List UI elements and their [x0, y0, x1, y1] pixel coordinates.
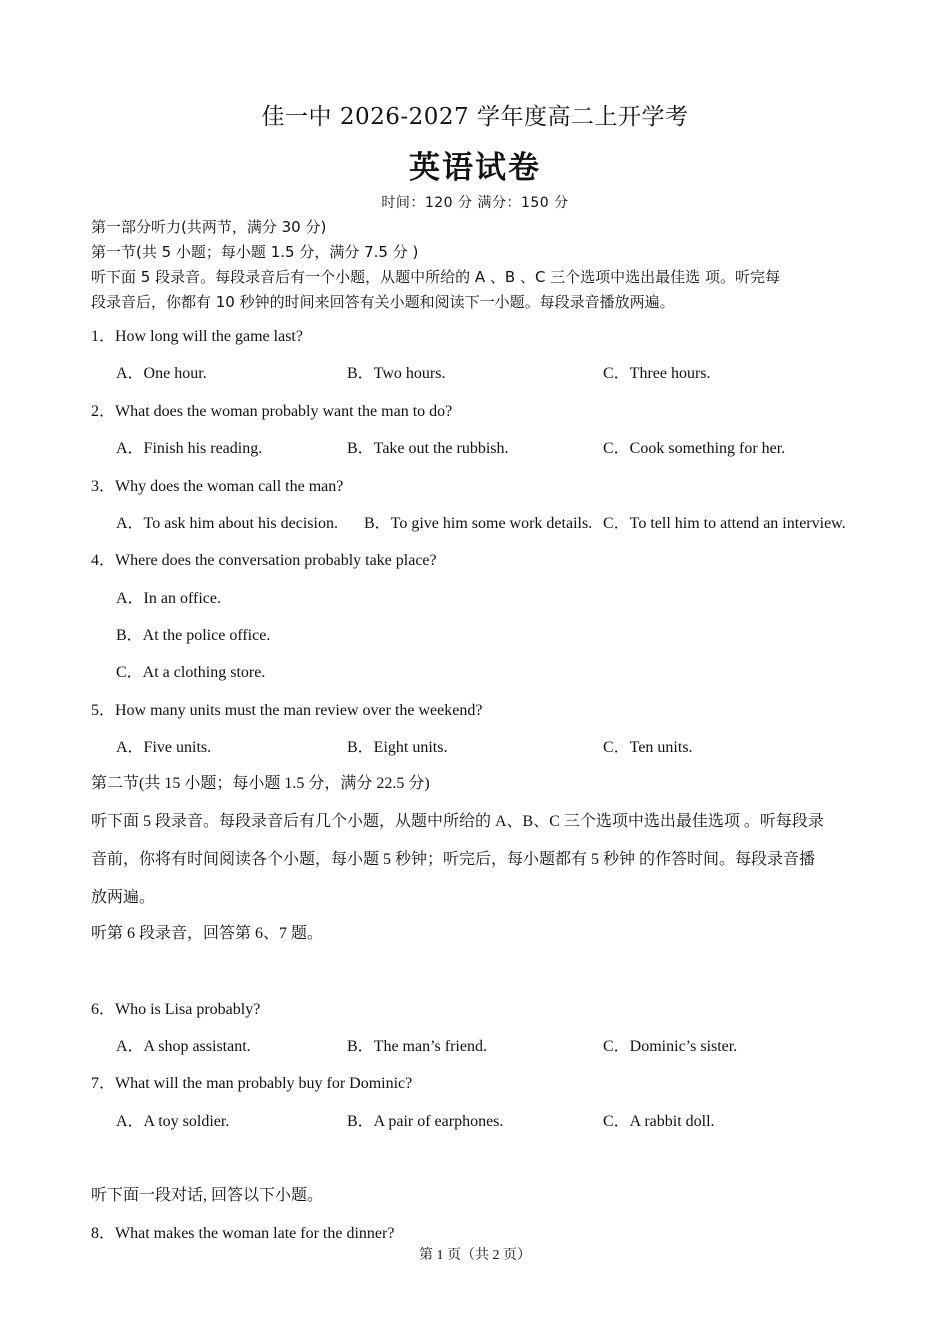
section2-instructions-line3: 放两遍。 [91, 889, 156, 906]
question-1-stem: 1．How long will the game last? [91, 328, 303, 345]
question-5-option-a: A．Five units. [116, 739, 212, 756]
question-6-option-b: B．The man’s friend. [347, 1038, 487, 1055]
question-3-stem: 3．Why does the woman call the man? [91, 478, 344, 495]
question-7-option-b: B．A pair of earphones. [347, 1113, 504, 1130]
question-3-option-b: B．To give him some work details. [364, 515, 593, 532]
question-7-stem: 7．What will the man probably buy for Dominic? [91, 1075, 413, 1092]
part1-heading: 第一部分听力(共两节，满分 30 分) [91, 218, 327, 236]
question-2-option-c: C．Cook something for her. [603, 440, 786, 457]
section1-instructions-line1: 听下面 5 段录音。每段录音后有一个小题，从题中所给的 A 、B 、C 三个选项中选出最佳选 项。听完每 [91, 268, 780, 286]
page-footer: 第 1 页（共 2 页） [419, 1248, 531, 1263]
question-4-option-b: B．At the police office. [116, 627, 271, 644]
question-6-stem: 6．Who is Lisa probably? [91, 1001, 261, 1018]
question-6-option-a: A．A shop assistant. [116, 1038, 251, 1055]
question-1-option-c: C．Three hours. [603, 365, 711, 382]
question-8-stem: 8．What makes the woman late for the dinner? [91, 1225, 395, 1242]
exam-time-info: 时间：120 分 满分：150 分 [381, 195, 569, 211]
section2-instructions-line2: 音前，你将有时间阅读各个小题，每小题 5 秒钟；听完后，每小题都有 5 秒钟 的作答时间。每段录音播 [91, 851, 816, 868]
question-2-option-b: B．Take out the rubbish. [347, 440, 509, 457]
section1-instructions-line2: 段录音后，你都有 10 秒钟的时间来回答有关小题和阅读下一小题。每段录音播放两遍。 [91, 293, 675, 311]
section1-heading: 第一节(共 5 小题；每小题 1.5 分，满分 7.5 分 ) [91, 243, 419, 261]
question-1-option-a: A．One hour. [116, 365, 207, 382]
exam-title: 佳一中 2026-2027 学年度高二上开学考 [261, 104, 689, 130]
question-1-option-b: B．Two hours. [347, 365, 446, 382]
question-2-stem: 2．What does the woman probably want the man to do? [91, 403, 453, 420]
audio-6-intro: 听第 6 段录音，回答第 6、7 题。 [91, 925, 324, 942]
exam-subject: 英语试卷 [409, 150, 541, 186]
question-4-option-a: A．In an office. [116, 590, 222, 607]
section2-heading: 第二节(共 15 小题；每小题 1.5 分，满分 22.5 分) [91, 775, 430, 792]
question-5-option-c: C．Ten units. [603, 739, 693, 756]
question-3-option-a: A．To ask him about his decision. [116, 515, 338, 532]
question-5-option-b: B．Eight units. [347, 739, 448, 756]
question-4-stem: 4．Where does the conversation probably take place? [91, 552, 437, 569]
section2-instructions-line1: 听下面 5 段录音。每段录音后有几个小题，从题中所给的 A、B、C 三个选项中选出最佳选项 。听每段录 [91, 813, 824, 830]
question-3-option-c: C．To tell him to attend an interview. [603, 515, 846, 532]
next-dialogue-intro: 听下面一段对话, 回答以下小题。 [91, 1187, 324, 1204]
question-5-stem: 5．How many units must the man review over the weekend? [91, 702, 483, 719]
question-2-option-a: A．Finish his reading. [116, 440, 263, 457]
question-7-option-a: A．A toy soldier. [116, 1113, 230, 1130]
question-7-option-c: C．A rabbit doll. [603, 1113, 715, 1130]
question-6-option-c: C．Dominic’s sister. [603, 1038, 738, 1055]
question-4-option-c: C．At a clothing store. [116, 664, 266, 681]
